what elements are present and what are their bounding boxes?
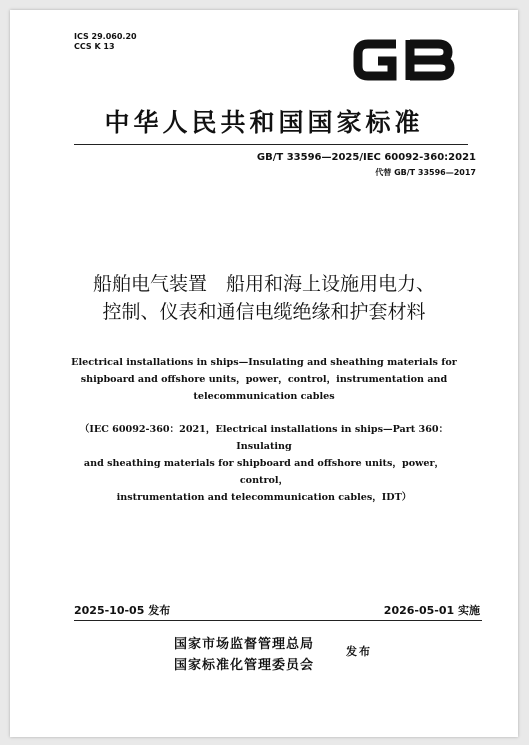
- national-standard-title: 中华人民共和国国家标准: [104, 108, 424, 137]
- chinese-title-line-1: 船舶电气装置 船用和海上设施用电力、: [92, 273, 435, 295]
- ccs-code: CCS K 13: [74, 42, 115, 51]
- issue-label: 发布: [346, 645, 372, 658]
- iec-reference-line-3: instrumentation and telecommunication cables，IDT）: [116, 492, 412, 503]
- iec-reference-line-1: （IEC 60092-360：2021，Electrical installations in ships—Part 360：Insulating: [79, 424, 449, 452]
- english-title-line-3: telecommunication cables: [193, 391, 335, 402]
- publish-date: 2025-10-05 发布: [74, 604, 171, 617]
- implementation-date: 2026-05-01 实施: [383, 604, 480, 617]
- english-title-line-2: shipboard and offshore units，power，control，instrumentation and: [80, 374, 448, 385]
- issuer-samr: 国家市场监督管理总局: [174, 637, 315, 652]
- english-title: [68, 354, 460, 405]
- ics-code: ICS 29.060.20: [74, 32, 137, 41]
- classification-codes: [74, 32, 137, 52]
- standard-number: GB/T 33596—2025/IEC 60092-360:2021: [256, 152, 476, 163]
- english-title-line-1: Electrical installations in ships—Insulating and sheathing materials for: [71, 357, 457, 368]
- footer-divider: [74, 620, 482, 621]
- issuer-sac: 国家标准化管理委员会: [174, 658, 315, 673]
- iec-reference-line-2: and sheathing materials for shipboard and offshore units，power，control，: [83, 458, 445, 486]
- chinese-title-line-2: 控制、仪表和通信电缆绝缘和护套材料: [102, 301, 426, 323]
- replaces-standard: 代替 GB/T 33596—2017: [375, 168, 476, 177]
- gb-logo: [352, 34, 456, 86]
- document-page: [10, 10, 518, 737]
- header-divider: [74, 144, 468, 145]
- iec-reference: [62, 421, 466, 506]
